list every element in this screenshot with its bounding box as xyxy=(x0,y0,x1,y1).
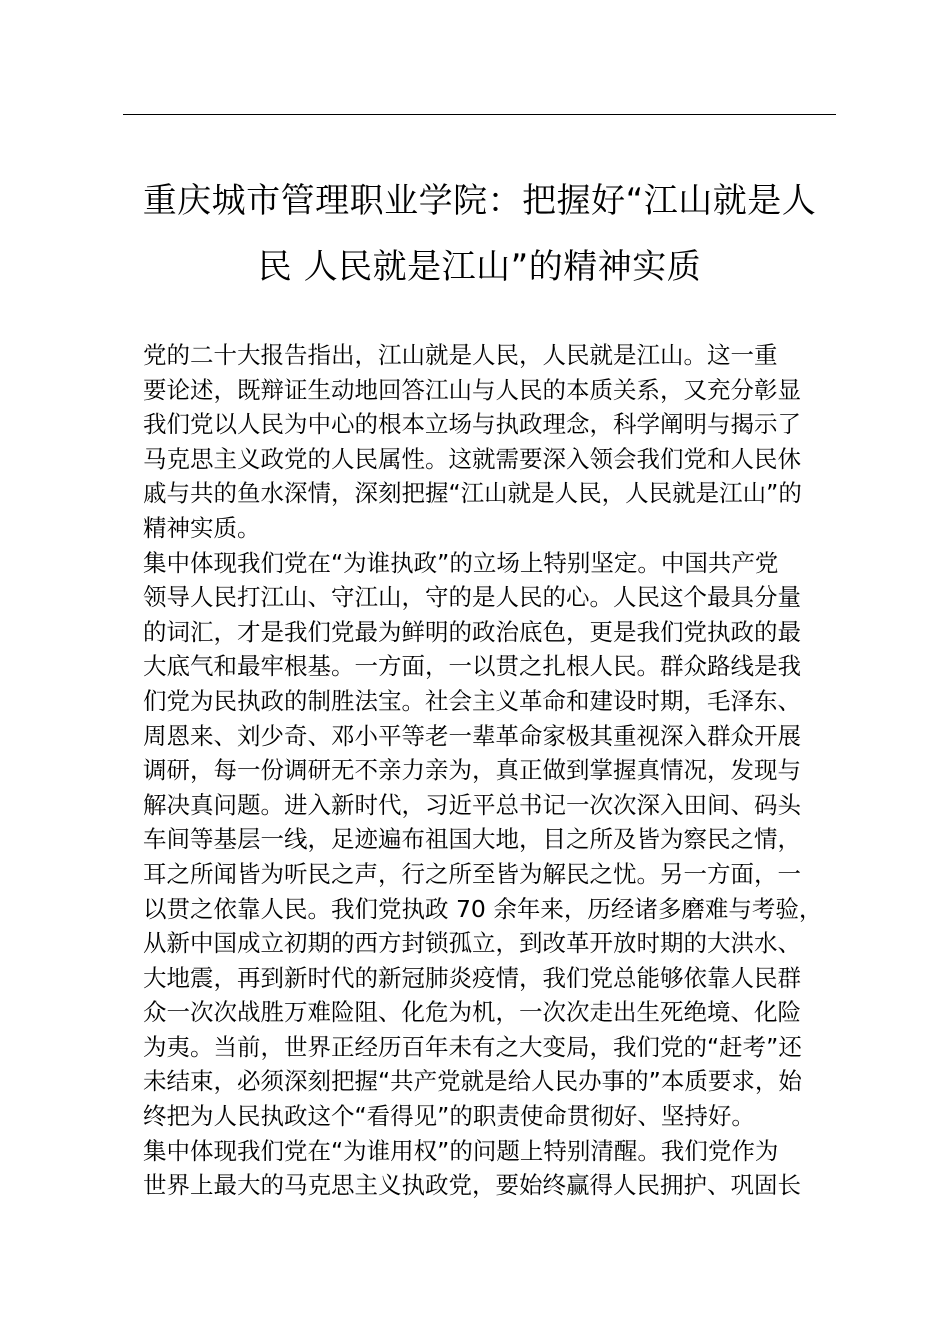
title-line: 重庆城市管理职业学院：把握好“江山就是人 xyxy=(142,181,817,221)
text-line: 要论述，既辩证生动地回答江山与人民的本质关系，又充分彰显 xyxy=(143,375,801,404)
text-line: 周恩来、刘少奇、邓小平等老一辈革命家极其重视深入群众开展 xyxy=(143,721,801,750)
paragraph-power-usage xyxy=(123,1134,853,1203)
text-line: 的词汇，才是我们党最为鲜明的政治底色，更是我们党执政的最 xyxy=(143,617,801,646)
text-line: 以贯之依靠人民。我们党执政 70 余年来，历经诸多磨难与考验， xyxy=(143,894,823,923)
text-line: 精神实质。 xyxy=(143,513,261,542)
text-line: 耳之所闻皆为听民之声，行之所至皆为解民之忧。另一方面，一 xyxy=(143,859,801,888)
article-body xyxy=(123,338,853,1203)
text-line: 戚与共的鱼水深情，深刻把握“江山就是人民，人民就是江山”的 xyxy=(143,479,802,508)
text-line: 我们党以人民为中心的根本立场与执政理念，科学阐明与揭示了 xyxy=(143,410,801,439)
document-title xyxy=(123,168,836,300)
text-line: 党的二十大报告指出，江山就是人民，人民就是江山。这一重 xyxy=(143,341,778,369)
text-line: 大地震，再到新时代的新冠肺炎疫情，我们党总能够依靠人民群 xyxy=(143,963,801,992)
paragraph-governance-stance xyxy=(123,546,853,1134)
text-line: 集中体现我们党在“为谁执政”的立场上特别坚定。中国共产党 xyxy=(143,548,779,577)
text-line: 众一次次战胜万难险阻、化危为机，一次次走出生死绝境、化险 xyxy=(143,998,801,1027)
header-rule xyxy=(123,114,836,115)
text-line: 马克思主义政党的人民属性。这就需要深入领会我们党和人民休 xyxy=(143,444,801,473)
text-line: 从新中国成立初期的西方封锁孤立，到改革开放时期的大洪水、 xyxy=(143,929,801,958)
text-line: 调研，每一份调研无不亲力亲为，真正做到掌握真情况，发现与 xyxy=(143,756,801,785)
text-line: 未结束，必须深刻把握“共产党就是给人民办事的”本质要求，始 xyxy=(143,1067,802,1096)
text-line: 领导人民打江山、守江山，守的是人民的心。人民这个最具分量 xyxy=(143,583,801,612)
text-line: 终把为人民执政这个“看得见”的职责使命贯彻好、坚持好。 xyxy=(143,1102,755,1131)
text-line: 们党为民执政的制胜法宝。社会主义革命和建设时期，毛泽东、 xyxy=(143,686,801,715)
text-line: 大底气和最牢根基。一方面，一以贯之扎根人民。群众路线是我 xyxy=(143,652,801,681)
text-line: 解决真问题。进入新时代，习近平总书记一次次深入田间、码头 xyxy=(143,790,801,819)
text-line: 为夷。当前，世界正经历百年未有之大变局，我们党的“赶考”还 xyxy=(143,1032,802,1061)
title-line: 民 人民就是江山”的精神实质 xyxy=(257,247,702,287)
paragraph-intro xyxy=(123,338,853,546)
text-line: 集中体现我们党在“为谁用权”的问题上特别清醒。我们党作为 xyxy=(143,1136,779,1165)
text-line: 世界上最大的马克思主义执政党，要始终赢得人民拥护、巩固长 xyxy=(143,1171,801,1200)
text-line: 车间等基层一线，足迹遍布祖国大地，目之所及皆为察民之情， xyxy=(143,825,801,854)
